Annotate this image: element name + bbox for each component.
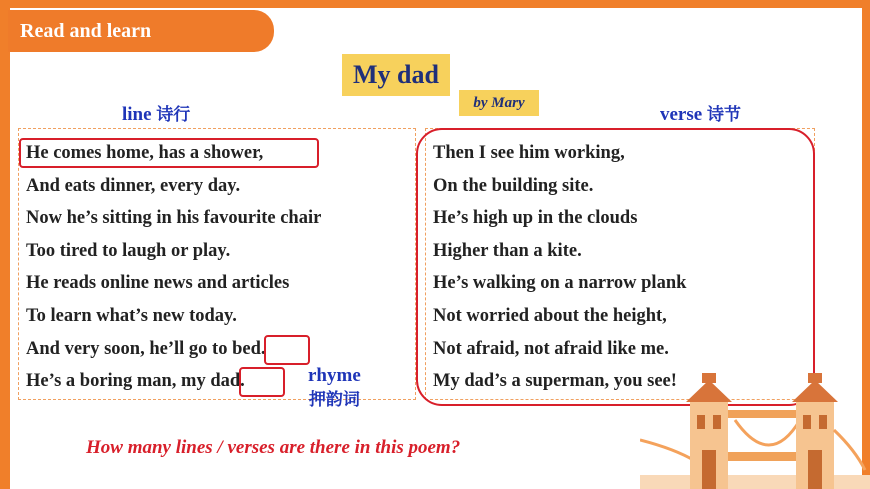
rhyme-label-cn: 押韵词 bbox=[308, 390, 360, 410]
section-header: Read and learn bbox=[8, 10, 274, 52]
tower-bridge-illustration bbox=[640, 370, 870, 489]
verse2-line: He’s high up in the clouds bbox=[433, 208, 638, 229]
verse1-line: He’s a boring man, my dad. bbox=[26, 371, 245, 392]
rhyme-label bbox=[308, 364, 361, 412]
top-border bbox=[0, 0, 870, 8]
verse1-line: And eats dinner, every day. bbox=[26, 175, 241, 196]
verse2-line: He’s walking on a narrow plank bbox=[433, 273, 687, 294]
line-label bbox=[122, 100, 190, 126]
verse1-line: Now he’s sitting in his favourite chair bbox=[26, 208, 322, 229]
line-label-cn: 诗行 bbox=[156, 105, 191, 125]
verse1-line: And very soon, he’ll go to bed. bbox=[26, 338, 266, 359]
line-highlight bbox=[19, 138, 319, 168]
verse-label bbox=[660, 100, 741, 126]
poem-author: by Mary bbox=[459, 90, 539, 116]
verse1-line: To learn what’s new today. bbox=[26, 305, 237, 326]
verse1-line: He reads online news and articles bbox=[26, 273, 290, 294]
poem-title: My dad bbox=[342, 54, 450, 96]
verse2-line: On the building site. bbox=[433, 175, 594, 196]
verse2-line: Higher than a kite. bbox=[433, 240, 582, 261]
verse2-line: Not worried about the height, bbox=[433, 305, 667, 326]
verse-label-en: verse bbox=[660, 104, 703, 125]
verse2-line: Then I see him working, bbox=[433, 143, 625, 163]
verse1-line: Too tired to laugh or play. bbox=[26, 240, 231, 261]
verse-label-cn: 诗节 bbox=[706, 105, 741, 125]
verse-highlight bbox=[416, 128, 815, 406]
rhyme-highlight-dad bbox=[239, 367, 285, 397]
verse1-line: He comes home, has a shower, bbox=[26, 143, 264, 163]
rhyme-highlight-bed bbox=[264, 335, 310, 365]
question-text: How many lines / verses are there in this poem? bbox=[86, 437, 461, 458]
rhyme-label-en: rhyme bbox=[308, 365, 361, 386]
verse2-line: Not afraid, not afraid like me. bbox=[433, 338, 669, 359]
verse2-line: My dad’s a superman, you see! bbox=[433, 371, 677, 392]
left-border bbox=[0, 0, 10, 489]
line-label-en: line bbox=[122, 104, 152, 125]
